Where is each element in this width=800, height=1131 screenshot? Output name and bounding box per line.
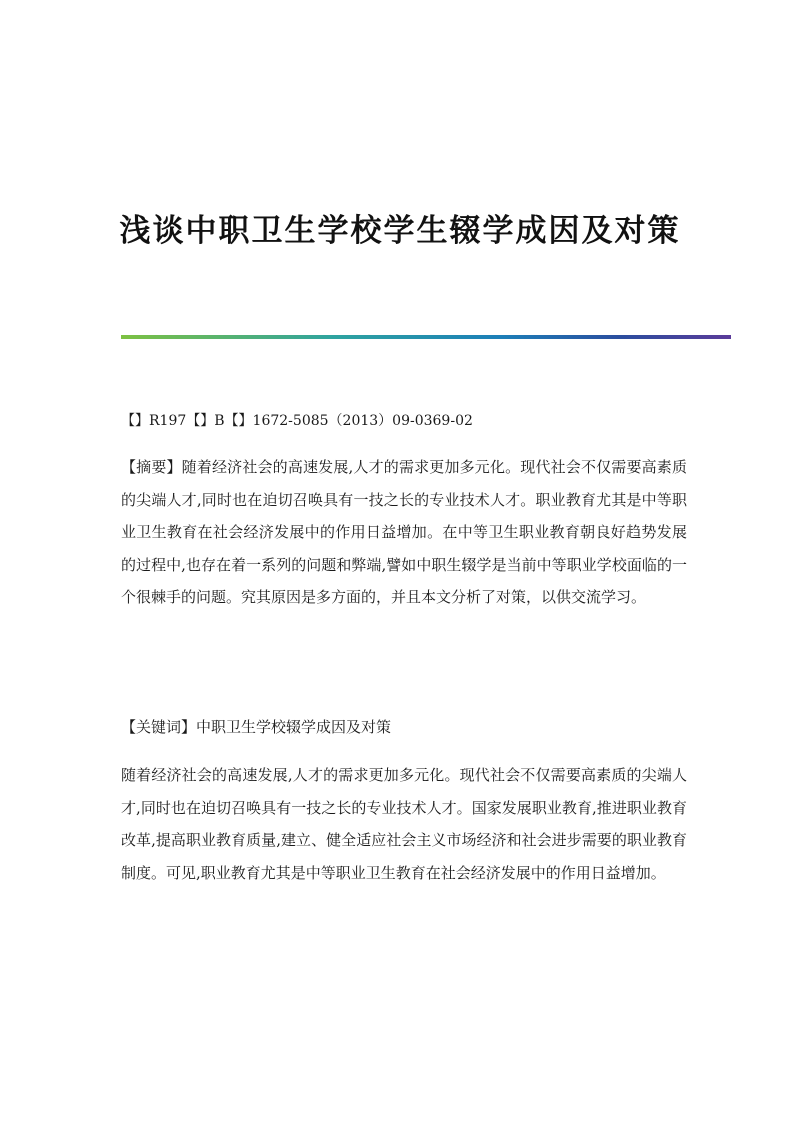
keywords-label: 【关键词】 [121,718,197,736]
keywords-paragraph [121,711,687,744]
page-title: 浅谈中职卫生学校学生辍学成因及对策 [119,212,681,249]
body-paragraph: 随着经济社会的高速发展,人才的需求更加多元化。现代社会不仅需要高素质的尖端人才,同时也在迫切召唤具有一技之长的专业技术人才。国家发展职业教育,推进职业教育改革,提高职业教育质量,建立、健全适应社会主义市场经济和社会进步需要的职业教育制度。可见,职业教育尤其是中等职业卫生教育在社会经济发展中的作用日益增加。 [121,766,687,882]
classification-line: 【】R197【】B【】1672-5085（2013）09-0369-02 [121,413,473,429]
title-divider [121,335,731,339]
keywords-text: 中职卫生学校辍学成因及对策 [196,718,392,736]
abstract-text: 随着经济社会的高速发展,人才的需求更加多元化。现代社会不仅需要高素质的尖端人才,同时也在迫切召唤具有一技之长的专业技术人才。职业教育尤其是中等职业卫生教育在社会经济发展中的作用日益增加。在中等卫生职业教育朝良好趋势发展的过程中,也存在着一系列的问题和弊端,譬如中职生辍学是当前中等职业学校面临的一个很棘手的问题。究其原因是多方面的，并且本文分析了对策，以供交流学习。 [121,458,687,607]
abstract-label: 【摘要】 [121,458,182,476]
abstract-paragraph [121,451,687,614]
